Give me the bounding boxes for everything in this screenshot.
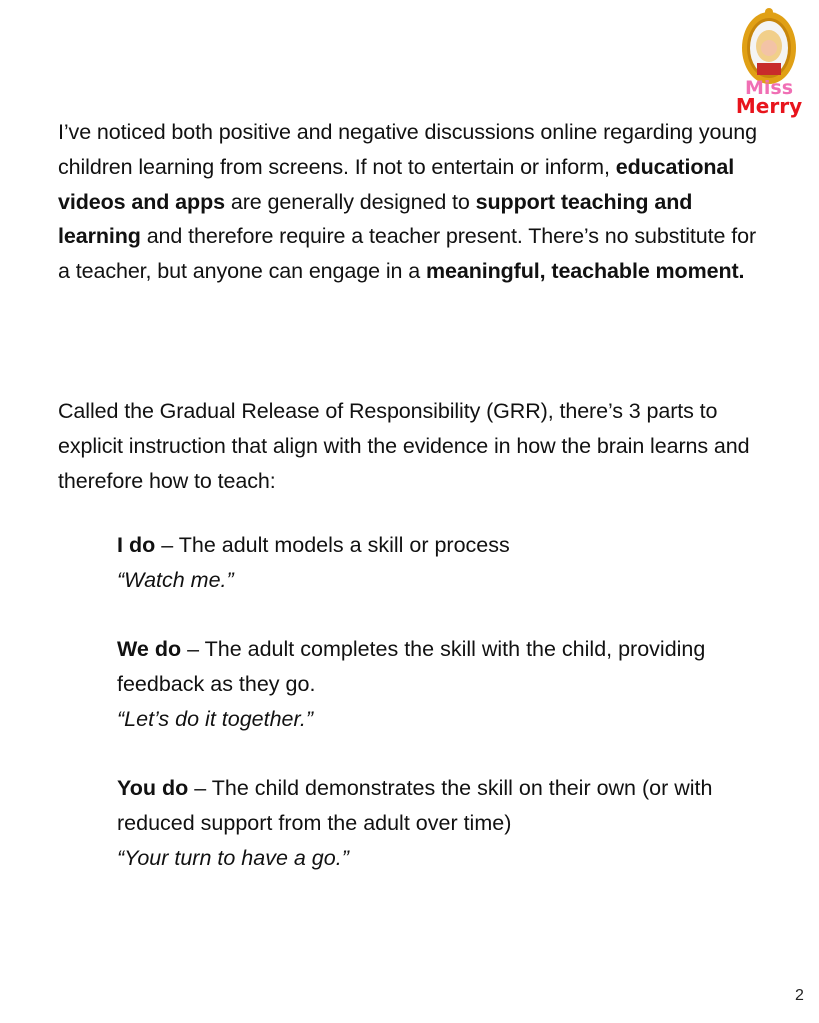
step-quote: “Watch me.” bbox=[117, 567, 234, 592]
grr-intro-paragraph: Called the Gradual Release of Responsibility (GRR), there’s 3 parts to explicit instruction that align with the evidence in how the brain learns and therefore how to teach: bbox=[58, 399, 750, 493]
step-description: – The adult completes the skill with the child, providing feedback as they go. bbox=[117, 637, 706, 696]
intro-bold-2: support teaching and learning bbox=[58, 189, 693, 249]
step-quote: “Your turn to have a go.” bbox=[117, 845, 349, 870]
intro-text-3: and therefore require a teacher present. There’s no substitute for a teacher, but anyone can engage in a bbox=[58, 224, 757, 284]
step-we-do bbox=[117, 632, 757, 736]
step-quote: “Let’s do it together.” bbox=[117, 706, 313, 731]
miss-merry-logo bbox=[733, 8, 805, 118]
intro-bold-1: educational videos and apps bbox=[58, 154, 735, 214]
step-label: We do bbox=[117, 637, 182, 661]
logo-line1: Miss bbox=[744, 77, 794, 99]
mirror-portrait-icon bbox=[733, 8, 805, 118]
step-label: I do bbox=[117, 533, 156, 557]
logo-line2: Merry bbox=[735, 94, 803, 118]
intro-text-2: are generally designed to bbox=[224, 189, 476, 214]
step-description: – The adult models a skill or process bbox=[155, 533, 510, 557]
step-description: – The child demonstrates the skill on their own (or with reduced support from the adult over time) bbox=[117, 776, 713, 835]
step-you-do bbox=[117, 771, 757, 875]
intro-paragraph bbox=[58, 115, 758, 289]
step-i-do bbox=[117, 528, 757, 598]
intro-bold-3: meaningful, teachable moment. bbox=[425, 259, 745, 284]
step-label: You do bbox=[117, 776, 189, 800]
intro-text-1: I’ve noticed both positive and negative discussions online regarding young children learning from screens. If not to entertain or inform, bbox=[58, 120, 757, 179]
page-number: 2 bbox=[795, 987, 804, 1004]
